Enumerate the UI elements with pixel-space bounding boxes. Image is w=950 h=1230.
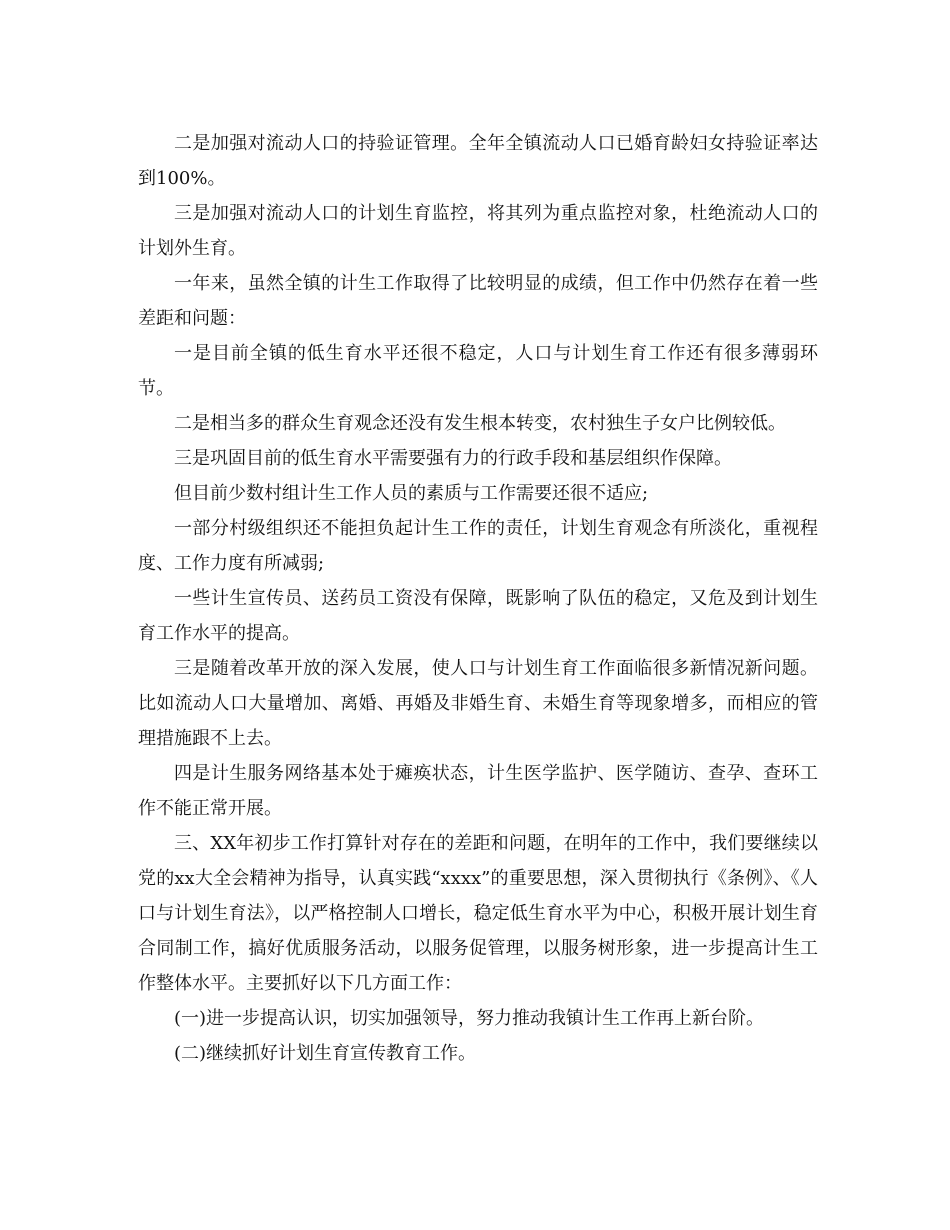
paragraph-13: (一)进一步提高认识，切实加强领导，努力推动我镇计生工作再上新台阶。 — [174, 1008, 765, 1029]
paragraph-10: 三是随着改革开放的深入发展，使人口与计划生育工作面临很多新情况新问题。比如流动人口大量增加、离婚、再婚及非婚生育、未婚生育等现象增多，而相应的管理措施跟不上去。 — [138, 658, 818, 749]
paragraph-3: 一年来，虽然全镇的计生工作取得了比较明显的成绩，但工作中仍然存在着一些差距和问题： — [138, 273, 818, 329]
paragraph-2: 三是加强对流动人口的计划生育监控，将其列为重点监控对象，杜绝流动人口的计划外生育。 — [138, 203, 818, 259]
paragraph-14: (二)继续抓好计划生育宣传教育工作。 — [174, 1043, 477, 1064]
paragraph-8: 一部分村级组织还不能担负起计生工作的责任，计划生育观念有所淡化，重视程度、工作力度有所减弱; — [138, 518, 818, 574]
paragraph-7: 但目前少数村组计生工作人员的素质与工作需要还很不适应; — [174, 483, 649, 504]
paragraph-11: 四是计生服务网络基本处于瘫痪状态，计生医学监护、医学随访、查孕、查环工作不能正常开展。 — [138, 763, 818, 819]
document-body — [138, 126, 818, 1071]
paragraph-5: 二是相当多的群众生育观念还没有发生根本转变，农村独生子女户比例较低。 — [174, 413, 786, 434]
paragraph-4: 一是目前全镇的低生育水平还很不稳定，人口与计划生育工作还有很多薄弱环节。 — [138, 343, 818, 399]
paragraph-1: 二是加强对流动人口的持验证管理。全年全镇流动人口已婚育龄妇女持验证率达到100%。 — [138, 133, 818, 189]
paragraph-6: 三是巩固目前的低生育水平需要强有力的行政手段和基层组织作保障。 — [174, 448, 732, 469]
paragraph-9: 一些计生宣传员、送药员工资没有保障，既影响了队伍的稳定，又危及到计划生育工作水平的提高。 — [138, 588, 818, 644]
paragraph-12: 三、XX年初步工作打算针对存在的差距和问题，在明年的工作中，我们要继续以党的xx大全会精神为指导，认真实践“xxxx”的重要思想，深入贯彻执行《条例》、《人口与计划生育法》，以严格控制人口增长，稳定低生育水平为中心，积极开展计划生育合同制工作，搞好优质服务活动，以服务促管理，以服务树形象，进一步提高计生工作整体水平。主要抓好以下几方面工作： — [138, 833, 818, 994]
